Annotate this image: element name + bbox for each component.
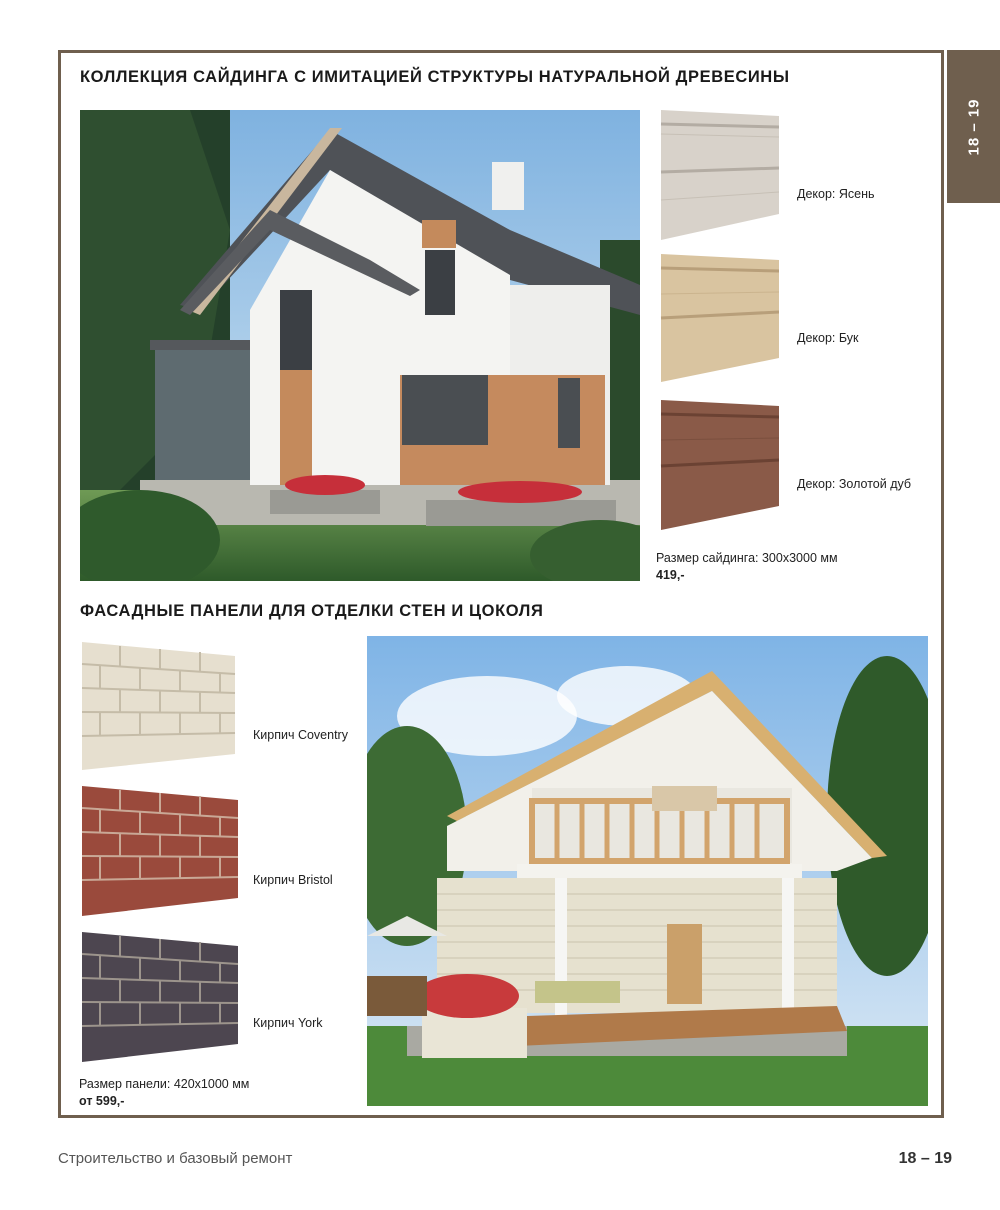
panel-label-york: Кирпич York bbox=[253, 1016, 323, 1030]
decor-label-zolotoy-dub: Декор: Золотой дуб bbox=[797, 477, 912, 491]
house-photo-panels bbox=[367, 636, 928, 1106]
brick-panel-coventry bbox=[80, 642, 242, 772]
decor-label-buk: Декор: Бук bbox=[797, 331, 859, 345]
footer-section-name: Строительство и базовый ремонт bbox=[58, 1150, 293, 1167]
footer-page-number: 18 – 19 bbox=[898, 1150, 952, 1167]
panel-size-text: Размер панели: 420х1000 мм bbox=[79, 1077, 250, 1091]
siding-size-note bbox=[656, 550, 838, 584]
brick-panel-york bbox=[80, 932, 242, 1064]
house-photo-siding bbox=[80, 110, 640, 581]
panel-size-note bbox=[79, 1076, 249, 1110]
section-title-panels: ФАСАДНЫЕ ПАНЕЛИ ДЛЯ ОТДЕЛКИ СТЕН И ЦОКОЛЯ bbox=[80, 602, 544, 620]
section-title-siding: КОЛЛЕКЦИЯ САЙДИНГА С ИМИТАЦИЕЙ СТРУКТУРЫ НАТУРАЛЬНОЙ ДРЕВЕСИНЫ bbox=[80, 68, 790, 86]
panel-label-coventry: Кирпич Coventry bbox=[253, 728, 348, 742]
brick-panel-bristol bbox=[80, 786, 242, 918]
siding-sample-yasen bbox=[657, 110, 779, 240]
siding-size-text: Размер сайдинга: 300х3000 мм bbox=[656, 551, 838, 565]
panel-label-bristol: Кирпич Bristol bbox=[253, 873, 333, 887]
siding-price: 419,- bbox=[656, 568, 685, 582]
panel-price: от 599,- bbox=[79, 1094, 125, 1108]
siding-sample-buk bbox=[657, 254, 779, 384]
page-tab-label: 18 – 19 bbox=[965, 97, 982, 156]
decor-label-yasen: Декор: Ясень bbox=[797, 187, 875, 201]
siding-sample-zolotoy-dub bbox=[657, 400, 779, 532]
page-tab bbox=[947, 50, 1000, 203]
